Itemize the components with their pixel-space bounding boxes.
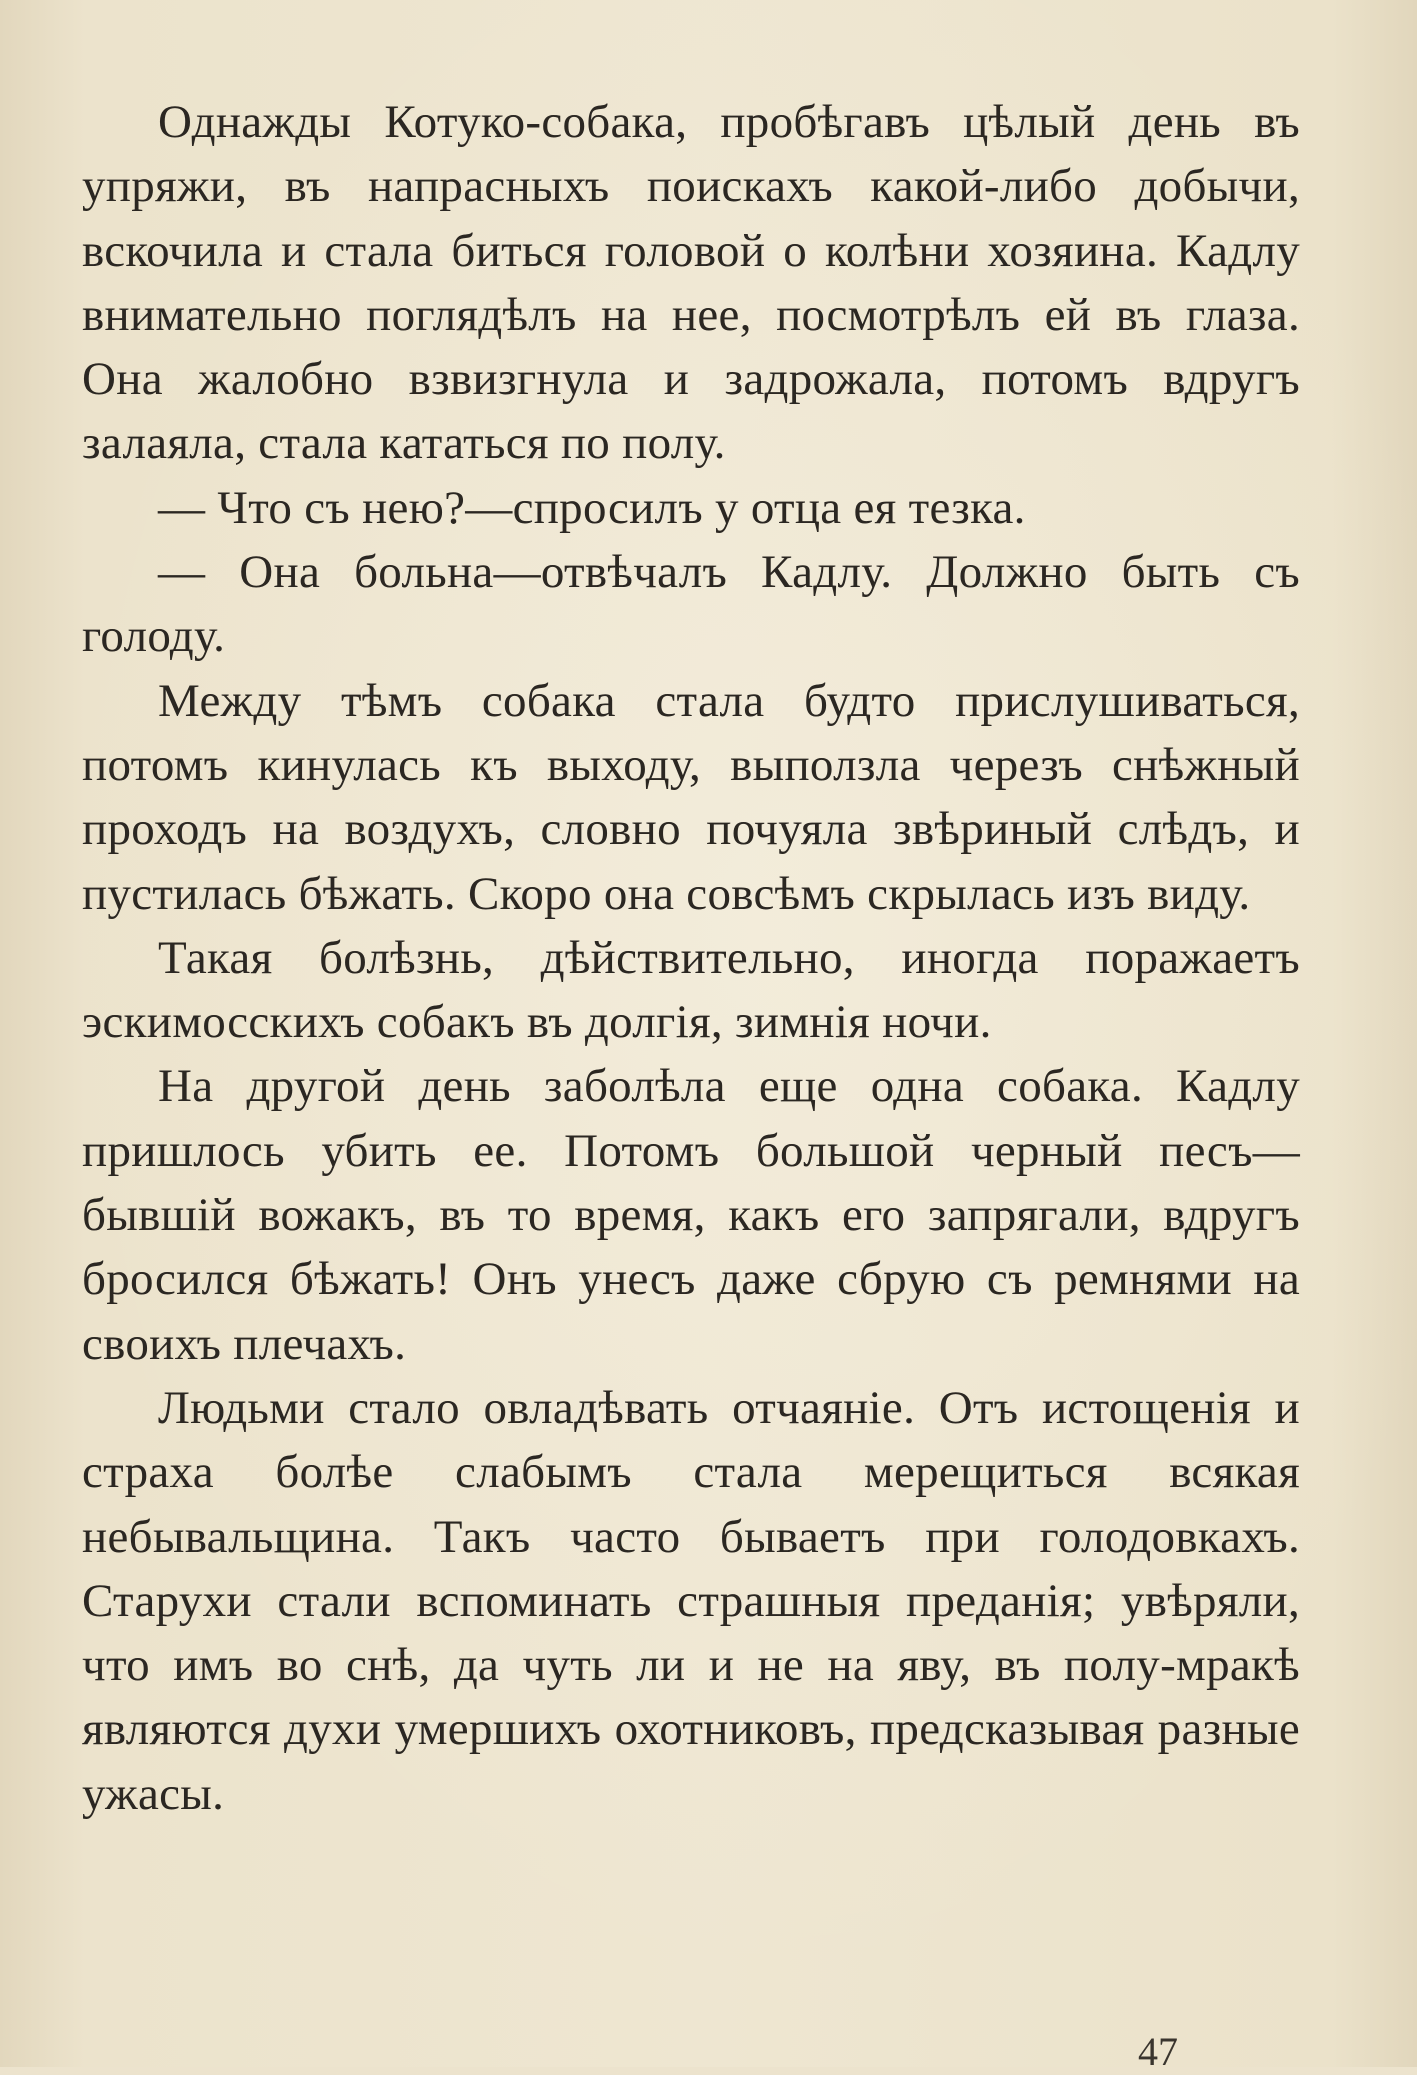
paragraph-3: — Она больна—отвѣчалъ Кадлу. Должно быть съ голоду. xyxy=(82,546,1300,663)
page-number: 47 xyxy=(1138,2029,1178,2074)
paragraph-2: — Что съ нею?—спросилъ у отца ея тезка. xyxy=(158,481,1026,534)
paragraph-4: Между тѣмъ собака стала будто прислушиваться, потомъ кинулась къ выходу, выползла черезъ снѣжный проходъ на воздухъ, словно почуяла звѣриный слѣдъ, и пустилась бѣжать. Скоро она совсѣмъ скрылась изъ виду. xyxy=(82,674,1300,920)
body-text xyxy=(82,90,1300,1826)
paragraph-5: Такая болѣзнь, дѣйствительно, иногда поражаетъ эскимосскихъ собакъ въ долгія, зимнія ночи. xyxy=(82,931,1300,1049)
paragraph-6: На другой день заболѣла еще одна собака. Кадлу пришлось убить ее. Потомъ большой черный песъ—бывшій вожакъ, въ то время, какъ его запрягали, вдругъ бросился бѣжать! Онъ унесъ даже сбрую съ ремнями на своихъ плечахъ. xyxy=(82,1060,1300,1370)
paragraph-7: Людьми стало овладѣвать отчаяніе. Отъ истощенія и страха болѣе слабымъ стала мерещиться всякая небывальщина. Такъ часто бываетъ при голодовкахъ. Старухи стали вспоминать страшныя преданія; увѣряли, что имъ во снѣ, да чуть ли и не на яву, въ полу-мракѣ являются духи умершихъ охотниковъ, предсказывая разные ужасы. xyxy=(82,1381,1300,1820)
paragraph-1: Однажды Котуко-собака, пробѣгавъ цѣлый день въ упряжи, въ напрасныхъ поискахъ какой-либо добычи, вскочила и стала биться головой о колѣни хозяина. Кадлу внимательно поглядѣлъ на нее, посмотрѣлъ ей въ глаза. Она жалобно взвизгнула и задрожала, потомъ вдругъ залаяла, стала кататься по полу. xyxy=(82,96,1300,470)
